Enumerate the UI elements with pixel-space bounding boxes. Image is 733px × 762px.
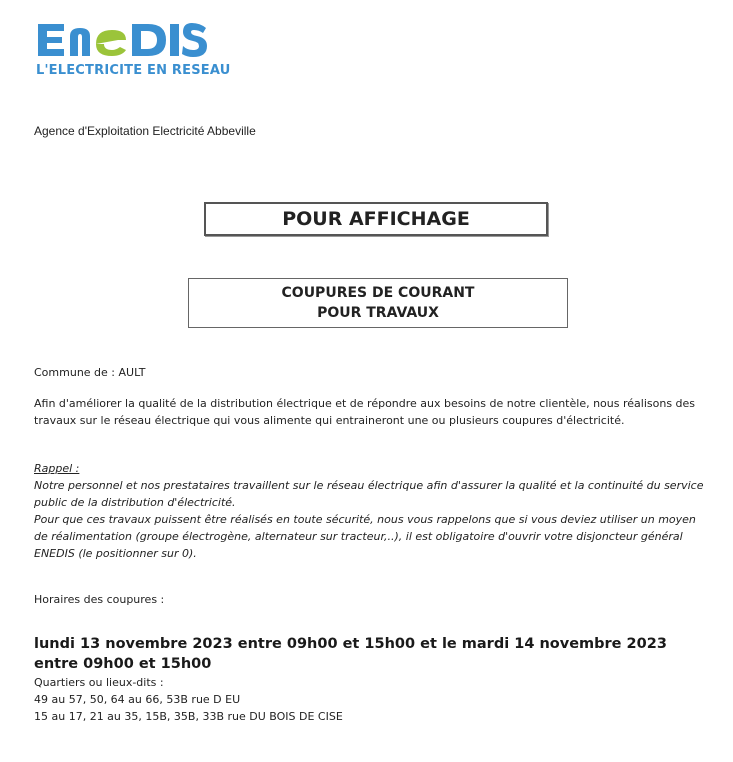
rappel-section xyxy=(34,460,704,562)
list-item: 49 au 57, 50, 64 au 66, 53B rue D EU xyxy=(34,693,241,706)
headline-box xyxy=(204,202,548,236)
rappel-title: Rappel : xyxy=(34,462,80,475)
agency-name: Agence d'Exploitation Electricité Abbeville xyxy=(34,124,256,138)
intro-paragraph: Afin d'améliorer la qualité de la distribution électrique et de répondre aux besoins de notre clientèle, nous réalisons des travaux sur le réseau électrique qui vous alimente qui entraineront une ou plusieurs coupures d'électricité. xyxy=(34,397,696,427)
subhead-line1: COUPURES DE COURANT xyxy=(281,285,475,301)
enedis-logo xyxy=(36,20,208,60)
subhead-line2: POUR TRAVAUX xyxy=(317,305,439,321)
lieux-label: Quartiers ou lieux-dits : xyxy=(34,676,164,689)
list-item: 15 au 17, 21 au 35, 15B, 35B, 33B rue DU BOIS DE CISE xyxy=(34,710,343,723)
outage-dates: lundi 13 novembre 2023 entre 09h00 et 15h00 et le mardi 14 novembre 2023 entre 09h00 et 15h00 xyxy=(34,636,667,672)
rappel-paragraph-1: Notre personnel et nos prestataires travaillent sur le réseau électrique afin d'assurer la qualité et la continuité du service public de la distribution d'électricité. xyxy=(34,479,704,509)
rappel-paragraph-2: Pour que ces travaux puissent être réalisés en toute sécurité, nous vous rappelons que si vous deviez utiliser un moyen de réalimentation (groupe électrogène, alternateur sur tracteur,..), il est obligatoire d'ouvrir votre disjoncteur général ENEDIS (le positionner sur 0). xyxy=(34,513,696,560)
headline: POUR AFFICHAGE xyxy=(282,208,470,230)
subhead-box xyxy=(188,278,568,328)
logo-tagline: L'ELECTRICITE EN RESEAU xyxy=(36,63,231,78)
commune: Commune de : AULT xyxy=(34,366,146,379)
lieux-section xyxy=(34,674,704,725)
horaires-label: Horaires des coupures : xyxy=(34,593,165,606)
